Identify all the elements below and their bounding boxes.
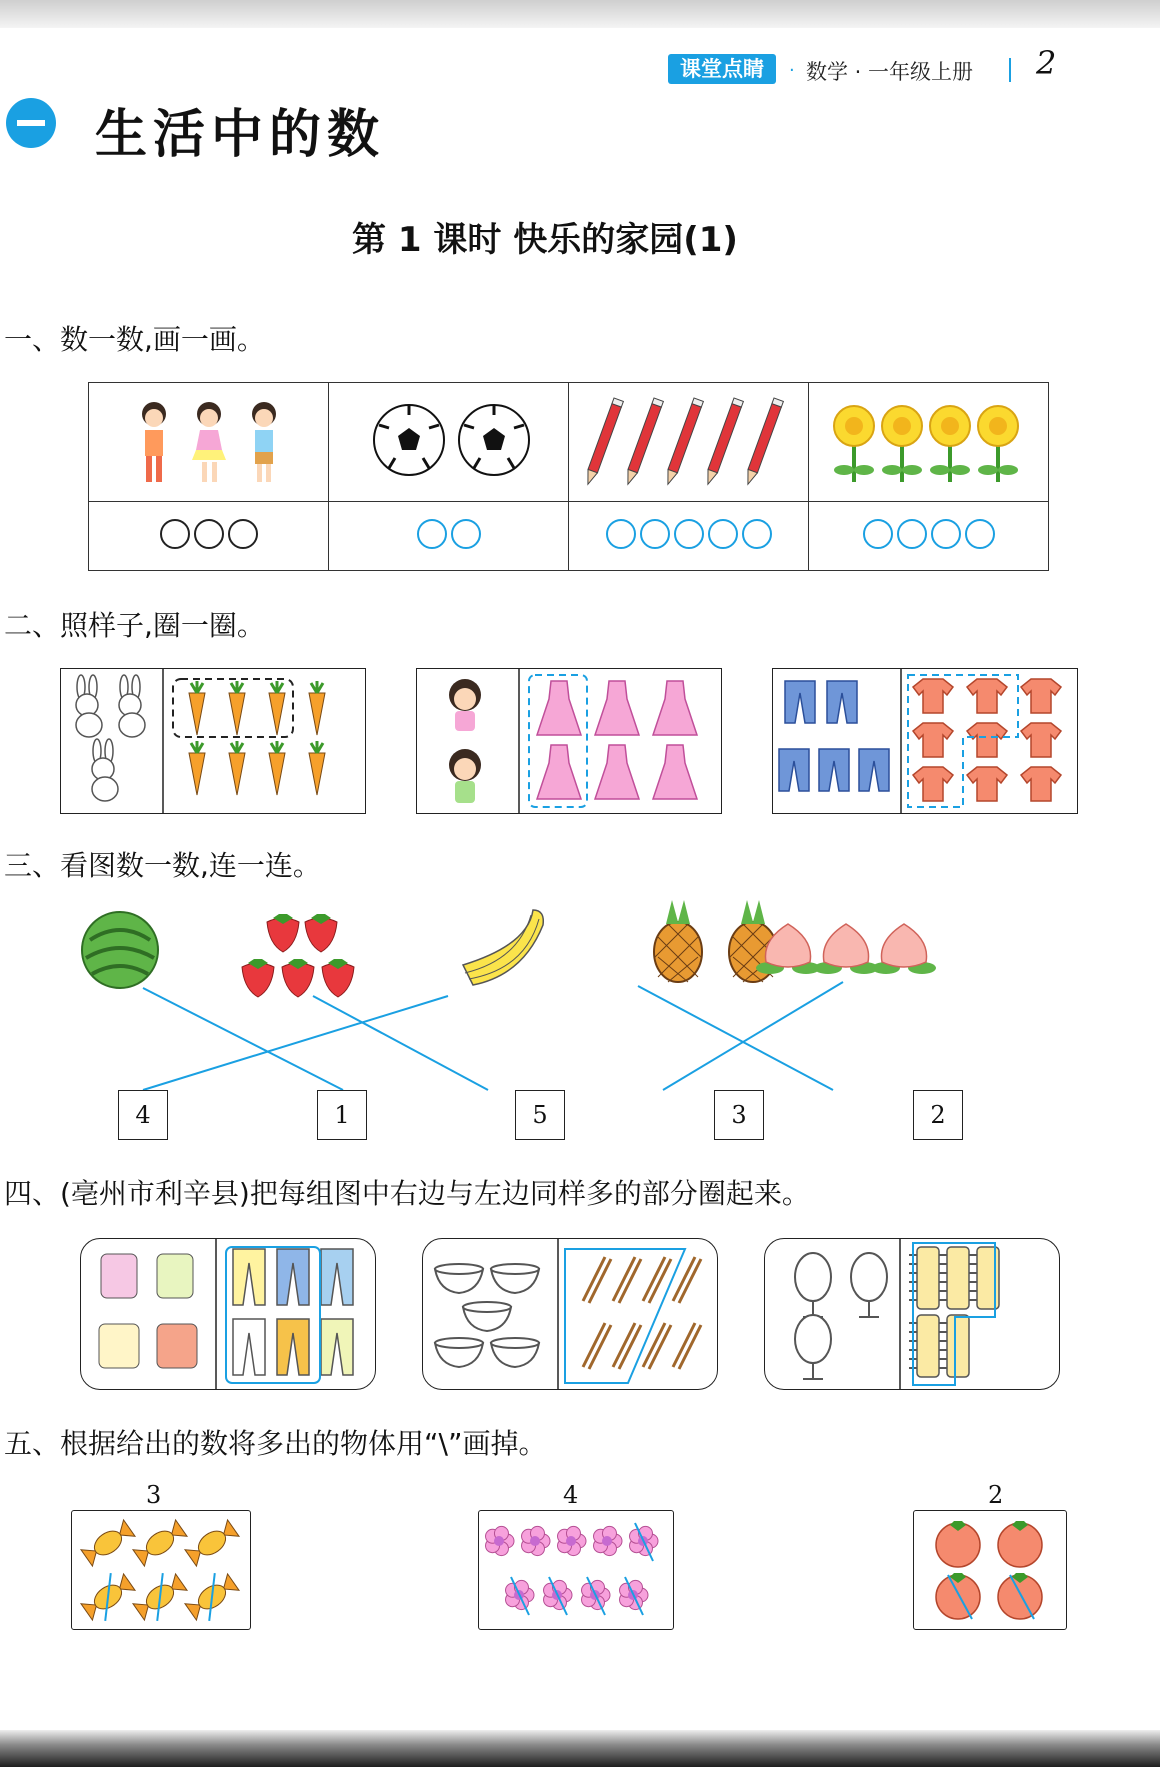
q5-number-tomato: 2 (988, 1481, 1004, 1509)
tomato-icon (914, 1511, 1066, 1629)
q1-answer-balls (329, 502, 569, 571)
flower (594, 1526, 622, 1555)
answer-circle (709, 520, 737, 548)
flower (630, 1523, 658, 1561)
answer-circle (229, 520, 257, 548)
chopsticks (613, 1257, 641, 1303)
tomato (998, 1521, 1042, 1567)
mirror-icon (795, 1253, 887, 1379)
carrot-icon (189, 681, 205, 735)
answer-circles (349, 514, 549, 554)
pants-icon (779, 749, 809, 791)
answer-circle (452, 520, 480, 548)
carrot-icon (269, 741, 285, 795)
q2-group-girls-dresses (416, 668, 722, 814)
q4-group-bowls (422, 1238, 718, 1390)
q2-group-pants-shirts (772, 668, 1078, 814)
header-separator (1009, 58, 1011, 82)
q1-answer-flowers (809, 502, 1049, 571)
lesson-title: 第 1 课时 快乐的家园(1) (352, 220, 738, 260)
chapter-title: 生活中的数 (95, 105, 386, 165)
q2-group-3-art (773, 669, 1077, 813)
answer-circles (109, 514, 309, 554)
pencil (703, 398, 743, 486)
pants-icon (819, 749, 849, 791)
number-box-3[interactable]: 3 (714, 1090, 764, 1140)
sweater-icon (99, 1254, 197, 1368)
carrot-icon (229, 741, 245, 795)
bowl (435, 1264, 483, 1293)
flower-icon (479, 1511, 673, 1629)
matching-lines (143, 982, 843, 1090)
sunflower-icon (824, 390, 1034, 490)
bowl (491, 1338, 539, 1367)
section-2-title: 二、照样子,圈一圈。 (4, 609, 265, 642)
q1-cell-children (89, 383, 329, 502)
flower (522, 1526, 550, 1555)
section-1-title: 一、数一数,画一画。 (4, 323, 265, 356)
match-line (638, 986, 833, 1090)
pants-icon (827, 681, 857, 723)
shirt-icon (1021, 767, 1061, 801)
pants-icon (859, 749, 889, 791)
peach-icon (756, 924, 936, 974)
viewer-top-bar (0, 0, 1160, 28)
answer-circle (195, 520, 223, 548)
flower (544, 1577, 572, 1615)
chopsticks (673, 1257, 701, 1303)
q4-group-mirrors (764, 1238, 1060, 1390)
answer-circles (829, 514, 1029, 554)
shirt-icon (1021, 679, 1061, 713)
trousers (233, 1249, 265, 1305)
pencil (743, 398, 783, 486)
carrot-icon (189, 741, 205, 795)
candy (180, 1567, 243, 1626)
q1-cell-balls (329, 383, 569, 502)
viewer-bottom-bar (0, 1730, 1160, 1767)
q2-group-2-art (417, 669, 721, 813)
pencil (583, 398, 623, 486)
q5-number-candy: 3 (146, 1481, 162, 1509)
trousers (321, 1319, 353, 1375)
pencil-icon (584, 390, 794, 490)
page-number: 2 (1036, 44, 1057, 82)
strawberry (322, 959, 354, 997)
sunflower (882, 406, 922, 482)
pencil (623, 398, 663, 486)
flower (506, 1577, 534, 1615)
q5-group-tomato (913, 1510, 1067, 1630)
section-3-title: 三、看图数一数,连一连。 (4, 849, 321, 882)
q1-answer-pencils (569, 502, 809, 571)
strawberry (305, 914, 337, 952)
answer-circle (932, 520, 960, 548)
pants-icon (785, 681, 815, 723)
answer-circle (161, 520, 189, 548)
chopsticks (673, 1323, 701, 1369)
banana-icon (463, 910, 543, 985)
shirt-icon (967, 767, 1007, 801)
flower (620, 1577, 648, 1615)
chopsticks (643, 1323, 671, 1369)
chopsticks (583, 1323, 611, 1369)
flower (558, 1526, 586, 1555)
shirt-icon (1021, 723, 1061, 757)
comb (939, 1247, 969, 1309)
q5-number-flower: 4 (563, 1481, 579, 1509)
tomato (936, 1521, 980, 1567)
answer-circle (966, 520, 994, 548)
tomato (936, 1573, 980, 1619)
q5-group-candy (71, 1510, 251, 1630)
shirt-icon (913, 767, 953, 801)
q4-group-2-art (423, 1239, 717, 1389)
answer-circle (418, 520, 446, 548)
candy (76, 1567, 139, 1626)
candy (185, 1520, 239, 1566)
carrot-icon (269, 681, 285, 735)
q4-group-3-art (765, 1239, 1059, 1389)
flower (582, 1577, 610, 1615)
header-subtitle: 数学 · 一年级上册 (806, 60, 974, 84)
number-box-2[interactable]: 2 (913, 1090, 963, 1140)
peach (872, 924, 936, 974)
carrot-icon (309, 741, 325, 795)
tomato (998, 1573, 1042, 1619)
q1-cell-flowers (809, 383, 1049, 502)
strawberry (267, 914, 299, 952)
answer-circles (589, 514, 789, 554)
pencil (663, 398, 703, 486)
dress-icon (595, 745, 639, 799)
rabbit-icon (76, 675, 145, 801)
soccer-ball-icon (349, 390, 549, 490)
header-dot: · (789, 60, 795, 81)
trousers (277, 1319, 309, 1375)
sunflower (930, 406, 970, 482)
trousers (233, 1319, 265, 1375)
trousers (277, 1249, 309, 1305)
dress-icon (653, 745, 697, 799)
shirt-icon (967, 679, 1007, 713)
answer-circle (641, 520, 669, 548)
sunflower (834, 406, 874, 482)
q3-matching-area (88, 900, 1048, 1130)
number-box-4[interactable]: 4 (118, 1090, 168, 1140)
match-line (663, 982, 843, 1090)
candy-icon (72, 1511, 250, 1629)
candy (128, 1567, 191, 1626)
trousers (321, 1249, 353, 1305)
shirt-icon (913, 679, 953, 713)
bowl (463, 1302, 511, 1331)
q1-cell-pencils (569, 383, 809, 502)
section-4-title: 四、(亳州市利辛县)把每组图中右边与左边同样多的部分圈起来。 (4, 1177, 810, 1210)
q1-answer-children (89, 502, 329, 571)
candy (133, 1520, 187, 1566)
carrot-icon (309, 681, 325, 735)
answer-circle (898, 520, 926, 548)
bowl (435, 1338, 483, 1367)
sunflower (978, 406, 1018, 482)
section-5-title: 五、根据给出的数将多出的物体用“\”画掉。 (4, 1427, 547, 1460)
match-line (143, 988, 343, 1090)
children-icon (109, 390, 309, 490)
candy (81, 1520, 135, 1566)
chopsticks (583, 1257, 611, 1303)
strawberry (242, 959, 274, 997)
shirt-icon (967, 723, 1007, 757)
dress-icon (595, 681, 639, 735)
dress-icon (537, 681, 581, 735)
chapter-number-dash (17, 120, 45, 126)
number-box-5[interactable]: 5 (515, 1090, 565, 1140)
strawberry-icon (242, 914, 354, 997)
bowl (491, 1264, 539, 1293)
flower (486, 1526, 514, 1555)
trousers-icon (233, 1249, 353, 1375)
q4-group-1-art (81, 1239, 375, 1389)
girl-icon (449, 679, 481, 803)
chopsticks (643, 1257, 671, 1303)
answer-circle (743, 520, 771, 548)
q2-group-1-art (61, 669, 365, 813)
bowl-icon (435, 1264, 539, 1367)
count-draw-table (88, 382, 1049, 571)
q5-group-flower (478, 1510, 674, 1630)
dress-icon (537, 745, 581, 799)
book-series-tag: 课堂点睛 (668, 54, 776, 84)
answer-circle (675, 520, 703, 548)
q2-group-rabbits-carrots (60, 668, 366, 814)
peach (814, 924, 878, 974)
answer-circle (607, 520, 635, 548)
watermelon-icon (82, 912, 158, 988)
dress-icon (653, 681, 697, 735)
number-box-1[interactable]: 1 (317, 1090, 367, 1140)
answer-circle (864, 520, 892, 548)
q4-group-clothes (80, 1238, 376, 1390)
shirt-icon (913, 723, 953, 757)
strawberry (282, 959, 314, 997)
carrot-icon (229, 681, 245, 735)
